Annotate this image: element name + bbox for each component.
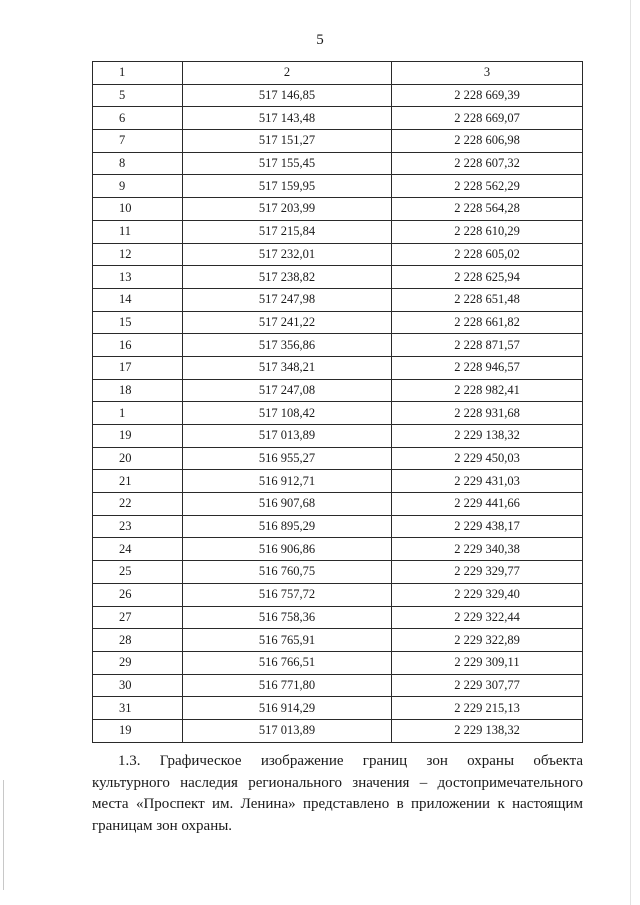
point-number-cell: 23 bbox=[93, 515, 183, 538]
table-row bbox=[93, 629, 583, 652]
x-coordinate-cell: 517 013,89 bbox=[183, 425, 392, 448]
x-coordinate-cell: 516 955,27 bbox=[183, 447, 392, 470]
point-number-cell: 19 bbox=[93, 719, 183, 742]
table-row bbox=[93, 402, 583, 425]
x-coordinate-cell: 516 906,86 bbox=[183, 538, 392, 561]
y-coordinate-cell: 2 228 661,82 bbox=[392, 311, 583, 334]
x-coordinate-cell: 517 247,98 bbox=[183, 288, 392, 311]
table-row bbox=[93, 152, 583, 175]
table-row bbox=[93, 220, 583, 243]
point-number-cell: 13 bbox=[93, 266, 183, 289]
point-number-cell: 8 bbox=[93, 152, 183, 175]
point-number-cell: 7 bbox=[93, 130, 183, 153]
point-number-cell: 16 bbox=[93, 334, 183, 357]
x-coordinate-cell: 516 760,75 bbox=[183, 561, 392, 584]
table-row bbox=[93, 198, 583, 221]
table-row bbox=[93, 266, 583, 289]
y-coordinate-cell: 2 229 307,77 bbox=[392, 674, 583, 697]
paragraph-line-2: культурного наследия регионального значения – достопримечательного bbox=[92, 774, 583, 791]
x-coordinate-cell: 517 013,89 bbox=[183, 719, 392, 742]
x-coordinate-cell: 517 146,85 bbox=[183, 84, 392, 107]
scan-edge-left bbox=[3, 780, 4, 890]
x-coordinate-cell: 517 247,08 bbox=[183, 379, 392, 402]
x-coordinate-cell: 517 232,01 bbox=[183, 243, 392, 266]
table-row bbox=[93, 356, 583, 379]
paragraph-line-4: границам зон охраны. bbox=[92, 817, 233, 834]
point-number-cell: 31 bbox=[93, 697, 183, 720]
table-row bbox=[93, 606, 583, 629]
x-coordinate-cell: 516 914,29 bbox=[183, 697, 392, 720]
table-row bbox=[93, 515, 583, 538]
table-row bbox=[93, 583, 583, 606]
table-row bbox=[93, 130, 583, 153]
y-coordinate-cell: 2 228 607,32 bbox=[392, 152, 583, 175]
y-coordinate-cell: 2 229 322,44 bbox=[392, 606, 583, 629]
x-coordinate-cell: 517 356,86 bbox=[183, 334, 392, 357]
y-coordinate-cell: 2 229 438,17 bbox=[392, 515, 583, 538]
y-coordinate-cell: 2 228 651,48 bbox=[392, 288, 583, 311]
point-number-cell: 21 bbox=[93, 470, 183, 493]
point-number-cell: 24 bbox=[93, 538, 183, 561]
point-number-cell: 14 bbox=[93, 288, 183, 311]
y-coordinate-cell: 2 228 931,68 bbox=[392, 402, 583, 425]
y-coordinate-cell: 2 228 871,57 bbox=[392, 334, 583, 357]
point-number-cell: 17 bbox=[93, 356, 183, 379]
table-row bbox=[93, 697, 583, 720]
y-coordinate-cell: 2 229 329,40 bbox=[392, 583, 583, 606]
x-coordinate-cell: 517 108,42 bbox=[183, 402, 392, 425]
point-number-cell: 19 bbox=[93, 425, 183, 448]
point-number-cell: 20 bbox=[93, 447, 183, 470]
point-number-cell: 11 bbox=[93, 220, 183, 243]
point-number-cell: 18 bbox=[93, 379, 183, 402]
y-coordinate-cell: 2 229 138,32 bbox=[392, 425, 583, 448]
x-coordinate-cell: 517 238,82 bbox=[183, 266, 392, 289]
y-coordinate-cell: 2 229 441,66 bbox=[392, 493, 583, 516]
table-row bbox=[93, 107, 583, 130]
y-coordinate-cell: 2 229 322,89 bbox=[392, 629, 583, 652]
x-coordinate-cell: 516 765,91 bbox=[183, 629, 392, 652]
y-coordinate-cell: 2 228 606,98 bbox=[392, 130, 583, 153]
x-coordinate-cell: 516 907,68 bbox=[183, 493, 392, 516]
x-coordinate-cell: 516 758,36 bbox=[183, 606, 392, 629]
table-row bbox=[93, 674, 583, 697]
table-row bbox=[93, 561, 583, 584]
y-coordinate-cell: 2 228 982,41 bbox=[392, 379, 583, 402]
y-coordinate-cell: 2 228 562,29 bbox=[392, 175, 583, 198]
coordinates-table bbox=[92, 61, 583, 743]
point-number-cell: 22 bbox=[93, 493, 183, 516]
table-row bbox=[93, 493, 583, 516]
y-coordinate-cell: 2 228 669,39 bbox=[392, 84, 583, 107]
section-paragraph bbox=[92, 751, 583, 837]
x-coordinate-cell: 517 143,48 bbox=[183, 107, 392, 130]
y-coordinate-cell: 2 229 215,13 bbox=[392, 697, 583, 720]
x-coordinate-cell: 516 757,72 bbox=[183, 583, 392, 606]
table-row bbox=[93, 243, 583, 266]
x-coordinate-cell: 517 203,99 bbox=[183, 198, 392, 221]
y-coordinate-cell: 2 229 138,32 bbox=[392, 719, 583, 742]
table-row bbox=[93, 175, 583, 198]
point-number-cell: 15 bbox=[93, 311, 183, 334]
paragraph-line-1: 1.3. Графическое изображение границ зон охраны объекта bbox=[118, 753, 583, 769]
x-coordinate-cell: 517 151,27 bbox=[183, 130, 392, 153]
point-number-cell: 26 bbox=[93, 583, 183, 606]
table-row bbox=[93, 651, 583, 674]
y-coordinate-cell: 2 228 564,28 bbox=[392, 198, 583, 221]
paragraph-line-3: места «Проспект им. Ленина» представлено в приложении к настоящим bbox=[92, 796, 583, 813]
table-row bbox=[93, 719, 583, 742]
point-number-cell: 30 bbox=[93, 674, 183, 697]
y-coordinate-cell: 2 228 669,07 bbox=[392, 107, 583, 130]
point-number-cell: 29 bbox=[93, 651, 183, 674]
x-coordinate-cell: 516 912,71 bbox=[183, 470, 392, 493]
y-coordinate-cell: 2 228 625,94 bbox=[392, 266, 583, 289]
table-row bbox=[93, 334, 583, 357]
table-row bbox=[93, 447, 583, 470]
table-header-row bbox=[93, 62, 583, 85]
x-coordinate-cell: 517 159,95 bbox=[183, 175, 392, 198]
table-row bbox=[93, 379, 583, 402]
x-coordinate-cell: 516 895,29 bbox=[183, 515, 392, 538]
y-coordinate-cell: 2 229 309,11 bbox=[392, 651, 583, 674]
x-coordinate-cell: 516 766,51 bbox=[183, 651, 392, 674]
point-number-cell: 10 bbox=[93, 198, 183, 221]
column-header-1: 1 bbox=[93, 62, 183, 85]
table-row bbox=[93, 84, 583, 107]
point-number-cell: 12 bbox=[93, 243, 183, 266]
x-coordinate-cell: 517 215,84 bbox=[183, 220, 392, 243]
y-coordinate-cell: 2 228 610,29 bbox=[392, 220, 583, 243]
point-number-cell: 1 bbox=[93, 402, 183, 425]
point-number-cell: 28 bbox=[93, 629, 183, 652]
point-number-cell: 9 bbox=[93, 175, 183, 198]
x-coordinate-cell: 517 241,22 bbox=[183, 311, 392, 334]
y-coordinate-cell: 2 229 340,38 bbox=[392, 538, 583, 561]
x-coordinate-cell: 516 771,80 bbox=[183, 674, 392, 697]
point-number-cell: 6 bbox=[93, 107, 183, 130]
table-row bbox=[93, 311, 583, 334]
y-coordinate-cell: 2 229 450,03 bbox=[392, 447, 583, 470]
table-row bbox=[93, 425, 583, 448]
table-row bbox=[93, 538, 583, 561]
x-coordinate-cell: 517 348,21 bbox=[183, 356, 392, 379]
point-number-cell: 25 bbox=[93, 561, 183, 584]
column-header-3: 3 bbox=[392, 62, 583, 85]
column-header-2: 2 bbox=[183, 62, 392, 85]
y-coordinate-cell: 2 228 605,02 bbox=[392, 243, 583, 266]
scan-edge-right bbox=[630, 0, 631, 905]
y-coordinate-cell: 2 229 431,03 bbox=[392, 470, 583, 493]
y-coordinate-cell: 2 229 329,77 bbox=[392, 561, 583, 584]
point-number-cell: 5 bbox=[93, 84, 183, 107]
x-coordinate-cell: 517 155,45 bbox=[183, 152, 392, 175]
coordinates-table-body bbox=[93, 62, 583, 743]
page-number: 5 bbox=[316, 32, 324, 48]
y-coordinate-cell: 2 228 946,57 bbox=[392, 356, 583, 379]
point-number-cell: 27 bbox=[93, 606, 183, 629]
table-row bbox=[93, 288, 583, 311]
table-row bbox=[93, 470, 583, 493]
